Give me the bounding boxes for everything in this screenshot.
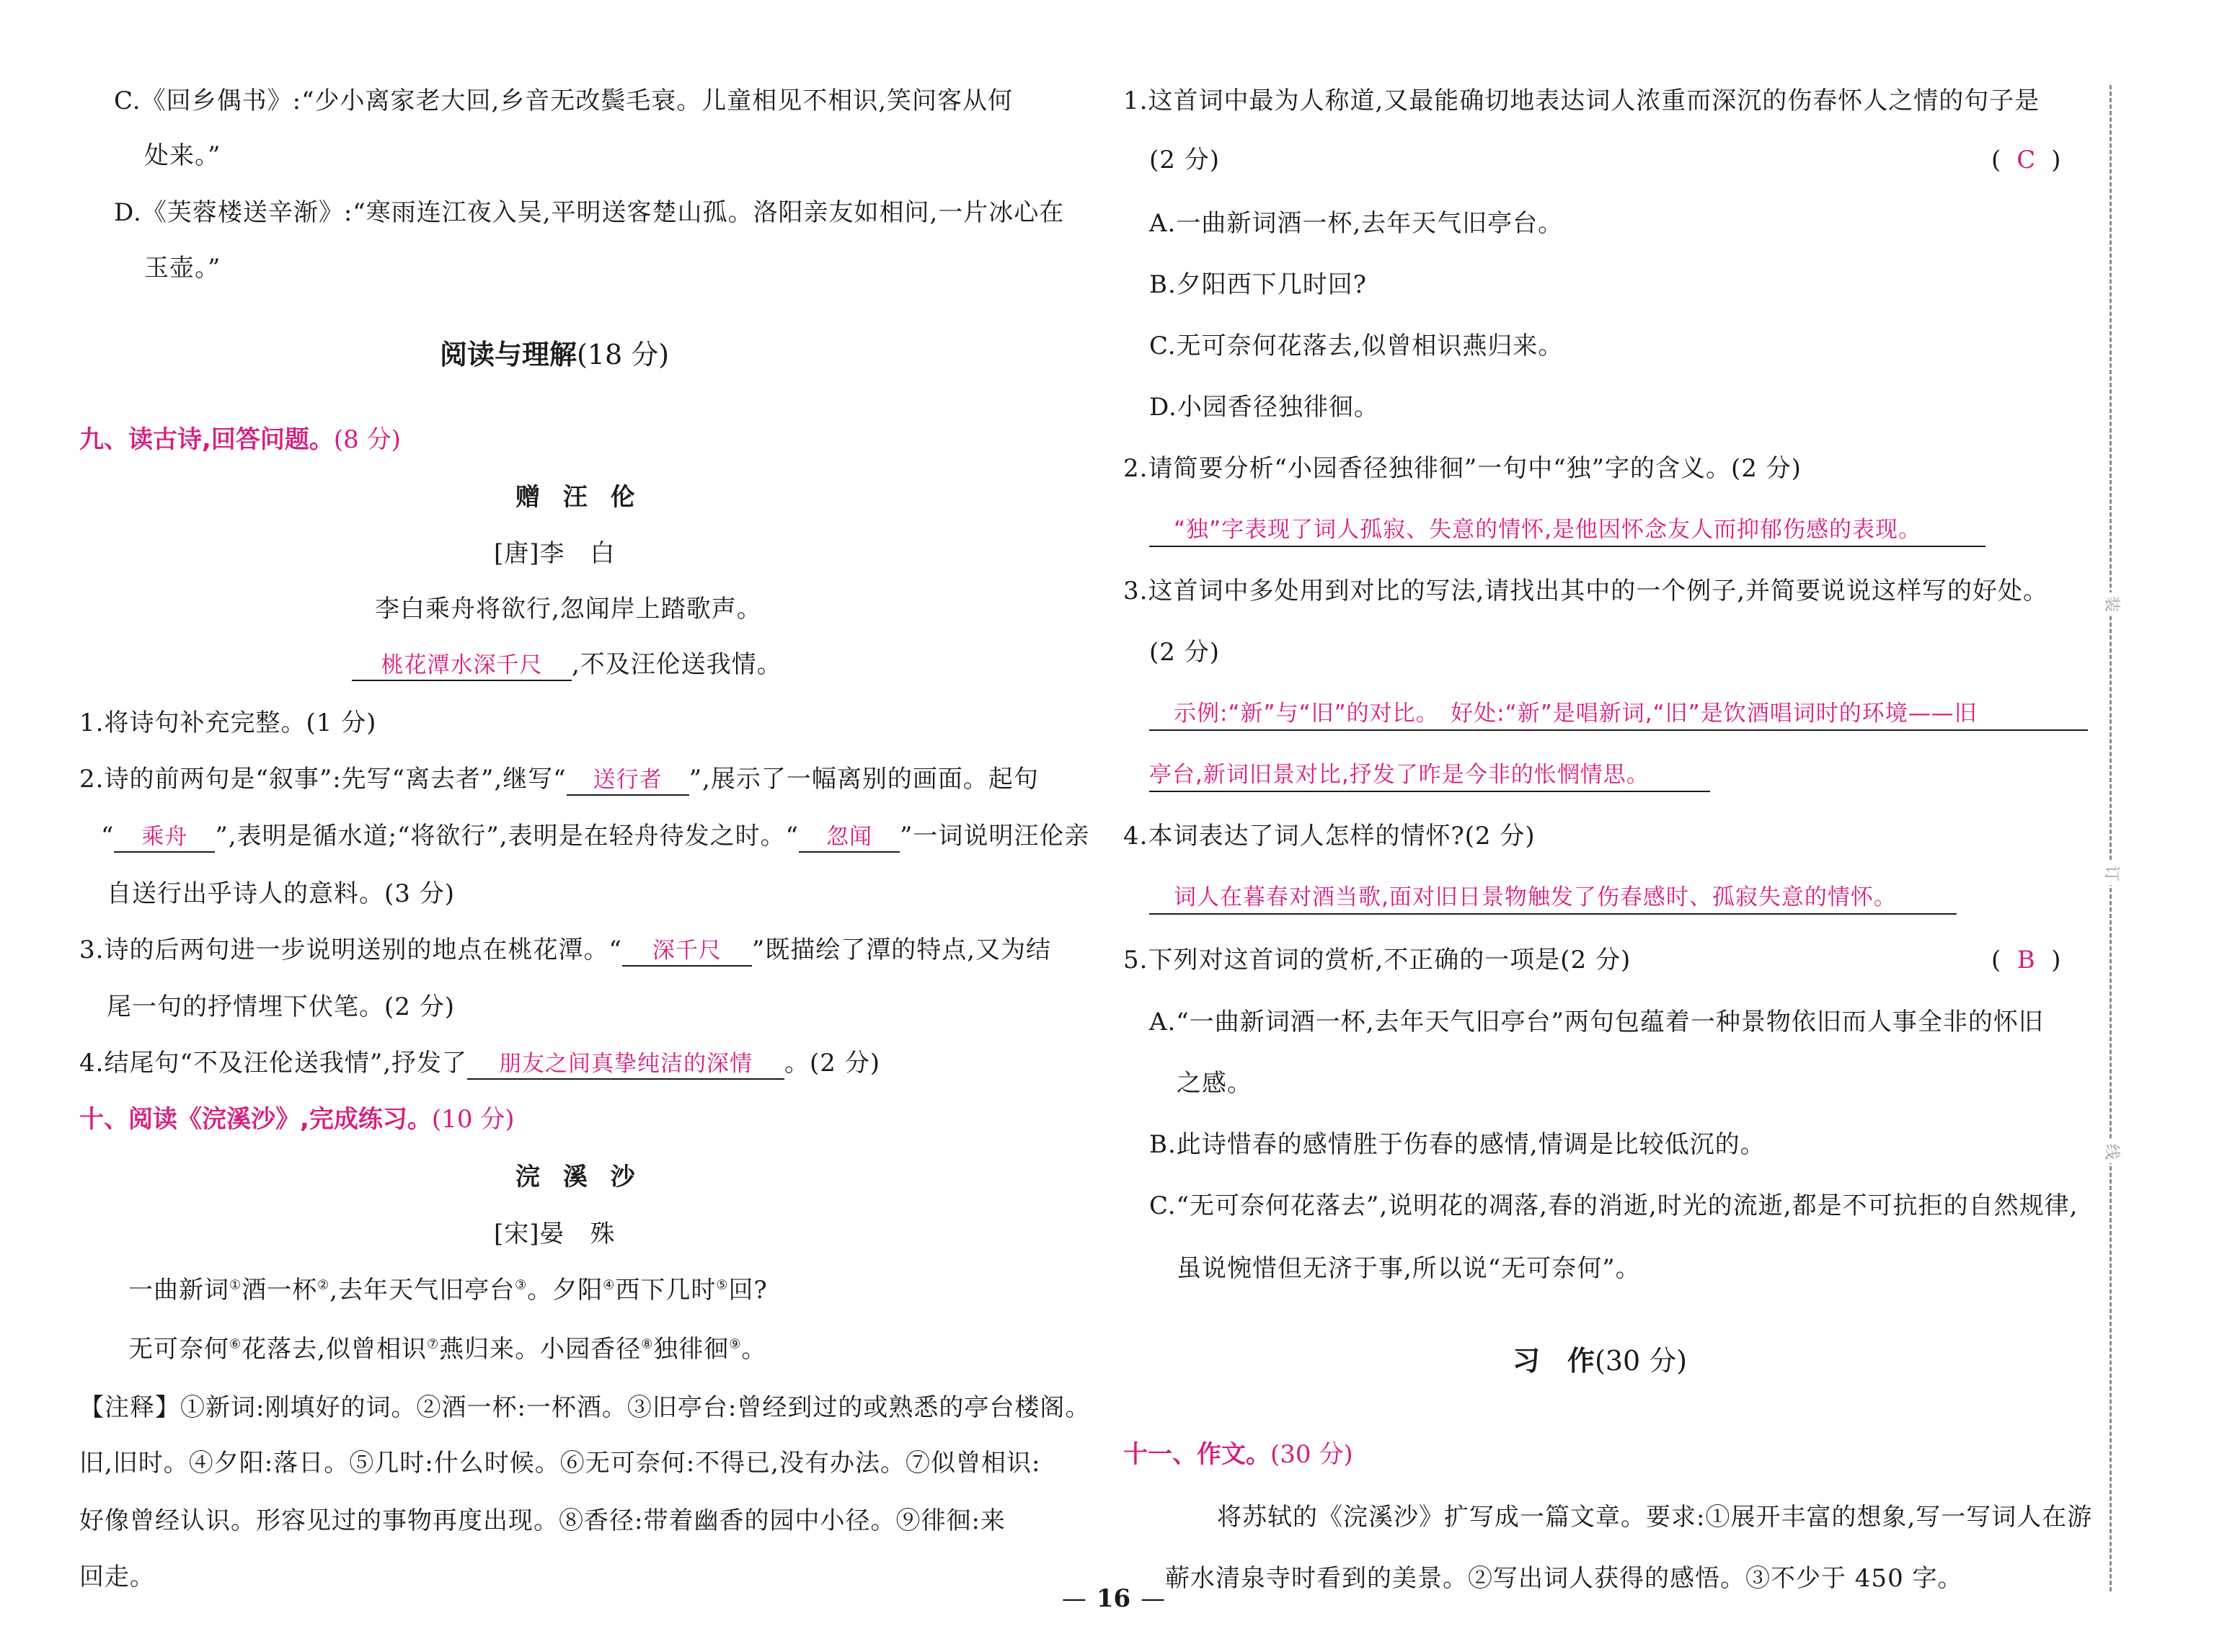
ci-verse-2 bbox=[128, 1333, 766, 1365]
option-c-line2: 处来。” bbox=[144, 141, 221, 170]
q9-sub2-blank1-answer[interactable]: 送行者 bbox=[567, 765, 689, 796]
page-number-footer bbox=[0, 1583, 2227, 1615]
verse-text: 花落去,似曾相识 bbox=[242, 1335, 427, 1364]
r-q5-option-b: B.此诗惜春的感情胜于伤春的感情,情调是比较低沉的。 bbox=[1149, 1130, 1766, 1159]
r-q5-option-a-line2: 之感。 bbox=[1177, 1069, 1252, 1098]
q9-sub2-line3: 自送行出乎诗人的意料。(3 分) bbox=[107, 879, 455, 908]
verse-text: 无可奈何 bbox=[128, 1335, 229, 1364]
q11-heading-text: 十一、作文。 bbox=[1123, 1440, 1270, 1469]
q11-prompt-line1: 将苏轼的《浣溪沙》扩写成一篇文章。要求:①展开丰富的想象,写一写词人在游 bbox=[1217, 1503, 2093, 1532]
r-q1-answer-bracket bbox=[1991, 144, 2061, 176]
footnote-marker: ⑥ bbox=[229, 1336, 242, 1352]
r-q2-question: 2.请简要分析“小园香径独徘徊”一句中“独”字的含义。(2 分) bbox=[1123, 454, 1802, 483]
ci-verse-1 bbox=[128, 1274, 768, 1306]
writing-section-title bbox=[1513, 1344, 1687, 1378]
q9-heading bbox=[79, 424, 401, 456]
q10-heading-text: 十、阅读《浣溪沙》,完成练习。 bbox=[79, 1105, 432, 1134]
poem-line-2-blank-answer[interactable]: 桃花潭水深千尺 bbox=[352, 651, 572, 681]
q9-points: (8 分) bbox=[333, 425, 401, 454]
r-q3-answer-line2[interactable]: 亭台,新词旧景对比,抒发了昨是今非的怅惘情思。 bbox=[1149, 759, 1710, 792]
binding-label-zhuang: 装 bbox=[2099, 592, 2122, 616]
q9-heading-text: 九、读古诗,回答问题。 bbox=[79, 425, 334, 454]
footnote-marker: ⑦ bbox=[426, 1336, 440, 1352]
q9-sub3-line1 bbox=[79, 934, 1051, 967]
r-q1-line1: 1.这首词中最为人称道,又最能确切地表达词人浓重而深沉的伤春怀人之情的句子是 bbox=[1123, 86, 2040, 115]
poem-author-yan-shu: [宋]晏 殊 bbox=[494, 1220, 616, 1248]
poem-author-li-bai: [唐]李 白 bbox=[494, 539, 616, 568]
bracket-close: ) bbox=[2051, 946, 2061, 974]
writing-section-label: 习 作 bbox=[1513, 1345, 1595, 1377]
q9-sub2-text-a: 2.诗的前两句是“叙事”:先写“离去者”,继写“ bbox=[79, 765, 567, 794]
verse-text: 独徘徊 bbox=[653, 1335, 730, 1364]
reading-section-points: (18 分) bbox=[577, 339, 670, 370]
notes-line-2: 旧,旧时。④夕阳:落日。⑤几时:什么时候。⑥无可奈何:不得已,没有办法。⑦似曾相识: bbox=[79, 1449, 1041, 1478]
q10-points: (10 分) bbox=[431, 1105, 515, 1134]
q11-heading bbox=[1123, 1439, 1353, 1470]
r-q5-question: 5.下列对这首词的赏析,不正确的一项是(2 分) bbox=[1123, 946, 1631, 974]
q9-sub2-text-d: ”,表明是循水道;“将欲行”,表明是在轻舟待发之时。“ bbox=[215, 822, 799, 851]
bracket-open: ( bbox=[1991, 146, 2001, 174]
poem-line-1: 李白乘舟将欲行,忽闻岸上踏歌声。 bbox=[375, 595, 762, 623]
bracket-close: ) bbox=[2051, 146, 2061, 174]
reading-section-label: 阅读与理解 bbox=[440, 339, 577, 370]
q9-sub3-blank-answer[interactable]: 深千尺 bbox=[622, 936, 752, 967]
binding-label-ding: 订 bbox=[2099, 862, 2122, 885]
verse-text: 西下几时 bbox=[615, 1276, 717, 1305]
r-q1-points: (2 分) bbox=[1149, 146, 1220, 174]
footnote-marker: ① bbox=[229, 1277, 242, 1293]
poem-line-2-rest: ,不及汪伦送我情。 bbox=[572, 650, 782, 679]
notes-line-4: 回走。 bbox=[79, 1563, 155, 1591]
verse-text: ,去年天气旧亭台 bbox=[329, 1276, 515, 1305]
r-q4-question: 4.本词表达了词人怎样的情怀?(2 分) bbox=[1123, 822, 1536, 851]
r-q5-option-c-line1: C.“无可奈何花落去”,说明花的凋落,春的消逝,时光的流逝,都是不可抗拒的自然规律, bbox=[1149, 1191, 2078, 1220]
q9-sub2-text-b: ”,展示了一幅离别的画面。起句 bbox=[689, 765, 1039, 794]
verse-text: 一曲新词 bbox=[128, 1276, 229, 1305]
verse-text: 酒一杯 bbox=[242, 1276, 318, 1305]
page-dash-left: — bbox=[1061, 1584, 1086, 1613]
verse-text: 燕归来。小园香径 bbox=[439, 1335, 642, 1364]
r-q5-option-c-line2: 虽说惋惜但无济于事,所以说“无可奈何”。 bbox=[1177, 1254, 1641, 1283]
writing-section-points: (30 分) bbox=[1595, 1345, 1688, 1377]
option-d-line1: D.《芙蓉楼送辛渐》:“寒雨连江夜入吴,平明送客楚山孤。洛阳亲友如相问,一片冰心在 bbox=[114, 198, 1065, 227]
page-number: 16 bbox=[1096, 1584, 1131, 1613]
notes-line-1: 【注释】①新词:刚填好的词。②酒一杯:一杯酒。③旧亭台:曾经到过的或熟悉的亭台楼阁。 bbox=[79, 1393, 1091, 1422]
footnote-marker: ⑧ bbox=[641, 1336, 654, 1352]
r-q1-answer[interactable]: C bbox=[2016, 146, 2036, 174]
reading-section-title bbox=[440, 337, 669, 372]
poem-line-2 bbox=[352, 649, 782, 681]
r-q3-points: (2 分) bbox=[1149, 638, 1220, 667]
q9-sub3-text-a: 3.诗的后两句进一步说明送别的地点在桃花潭。“ bbox=[79, 936, 622, 964]
option-d-line2: 玉壶。” bbox=[144, 254, 221, 283]
verse-text: 回? bbox=[728, 1276, 768, 1305]
q9-sub2-text-e: ”一词说明汪伦亲 bbox=[900, 822, 1090, 851]
r-q1-option-a: A.一曲新词酒一杯,去年天气旧亭台。 bbox=[1149, 209, 1564, 238]
r-q1-option-b: B.夕阳西下几时回? bbox=[1149, 270, 1368, 299]
notes-line-3: 好像曾经认识。形容见过的事物再度出现。⑧香径:带着幽香的园中小径。⑨徘徊:来 bbox=[79, 1506, 1006, 1535]
r-q1-option-d: D.小园香径独徘徊。 bbox=[1149, 393, 1379, 422]
binding-label-xian: 线 bbox=[2099, 1140, 2122, 1163]
footnote-marker: ③ bbox=[515, 1277, 528, 1293]
q9-sub4-text-b: 。(2 分) bbox=[784, 1049, 880, 1078]
q9-sub3-text-b: ”既描绘了潭的特点,又为结 bbox=[751, 936, 1052, 964]
q9-sub1: 1.将诗句补充完整。(1 分) bbox=[79, 709, 377, 737]
q11-prompt-line2: 蕲水清泉寺时看到的美景。②写出词人获得的感悟。③不少于 450 字。 bbox=[1165, 1564, 1963, 1593]
q9-sub3-line2: 尾一句的抒情埋下伏笔。(2 分) bbox=[107, 992, 455, 1021]
q9-sub2-text-c: “ bbox=[101, 822, 115, 851]
r-q5-answer[interactable]: B bbox=[2016, 946, 2035, 974]
q10-heading bbox=[79, 1103, 515, 1135]
q9-sub4-blank-answer[interactable]: 朋友之间真挚纯洁的深情 bbox=[467, 1049, 784, 1080]
r-q3-answer-line1[interactable]: 示例:“新”与“旧”的对比。 好处:“新”是唱新词,“旧”是饮酒唱词时的环境——旧 bbox=[1149, 698, 2088, 731]
q9-sub2-blank2-answer[interactable]: 乘舟 bbox=[114, 822, 215, 853]
bracket-open: ( bbox=[1991, 946, 2001, 974]
verse-text: 。 bbox=[741, 1335, 767, 1364]
r-q4-answer[interactable]: 词人在暮春对酒当歌,面对旧日景物触发了伤春感时、孤寂失意的情怀。 bbox=[1149, 881, 1957, 915]
q9-sub2-blank3-answer[interactable]: 忽闻 bbox=[799, 822, 900, 853]
footnote-marker: ④ bbox=[603, 1277, 616, 1293]
r-q1-option-c: C.无可奈何花落去,似曾相识燕归来。 bbox=[1149, 332, 1564, 360]
option-c-line1: C.《回乡偶书》:“少小离家老大回,乡音无改鬓毛衰。儿童相见不相识,笑问客从何 bbox=[114, 86, 1014, 115]
r-q5-answer-bracket bbox=[1991, 944, 2061, 976]
page-dash-right: — bbox=[1141, 1584, 1166, 1613]
r-q5-option-a-line1: A.“一曲新词酒一杯,去年天气旧亭台”两句包蕴着一种景物依旧而人事全非的怀旧 bbox=[1149, 1008, 2044, 1036]
q9-sub4-text-a: 4.结尾句“不及汪伦送我情”,抒发了 bbox=[79, 1049, 468, 1078]
poem-title-huan-xi-sha: 浣 溪 沙 bbox=[515, 1163, 642, 1191]
q9-sub2-line2 bbox=[101, 820, 1089, 853]
r-q3-question: 3.这首词中多处用到对比的写法,请找出其中的一个例子,并简要说说这样写的好处。 bbox=[1123, 577, 2049, 605]
footnote-marker: ⑤ bbox=[716, 1277, 729, 1293]
q9-sub2-line1 bbox=[79, 763, 1039, 796]
binding-dashed-line bbox=[2109, 85, 2112, 1591]
footnote-marker: ⑨ bbox=[729, 1336, 742, 1352]
q9-sub4-line1 bbox=[79, 1047, 880, 1080]
verse-text: 。夕阳 bbox=[527, 1276, 603, 1305]
poem-title-zeng-wang-lun: 赠 汪 伦 bbox=[515, 483, 642, 512]
r-q2-answer[interactable]: “独”字表现了词人孤寂、失意的情怀,是他因怀念友人而抑郁伤感的表现。 bbox=[1149, 514, 1985, 547]
footnote-marker: ② bbox=[317, 1277, 330, 1293]
q11-points: (30 分) bbox=[1270, 1440, 1353, 1469]
